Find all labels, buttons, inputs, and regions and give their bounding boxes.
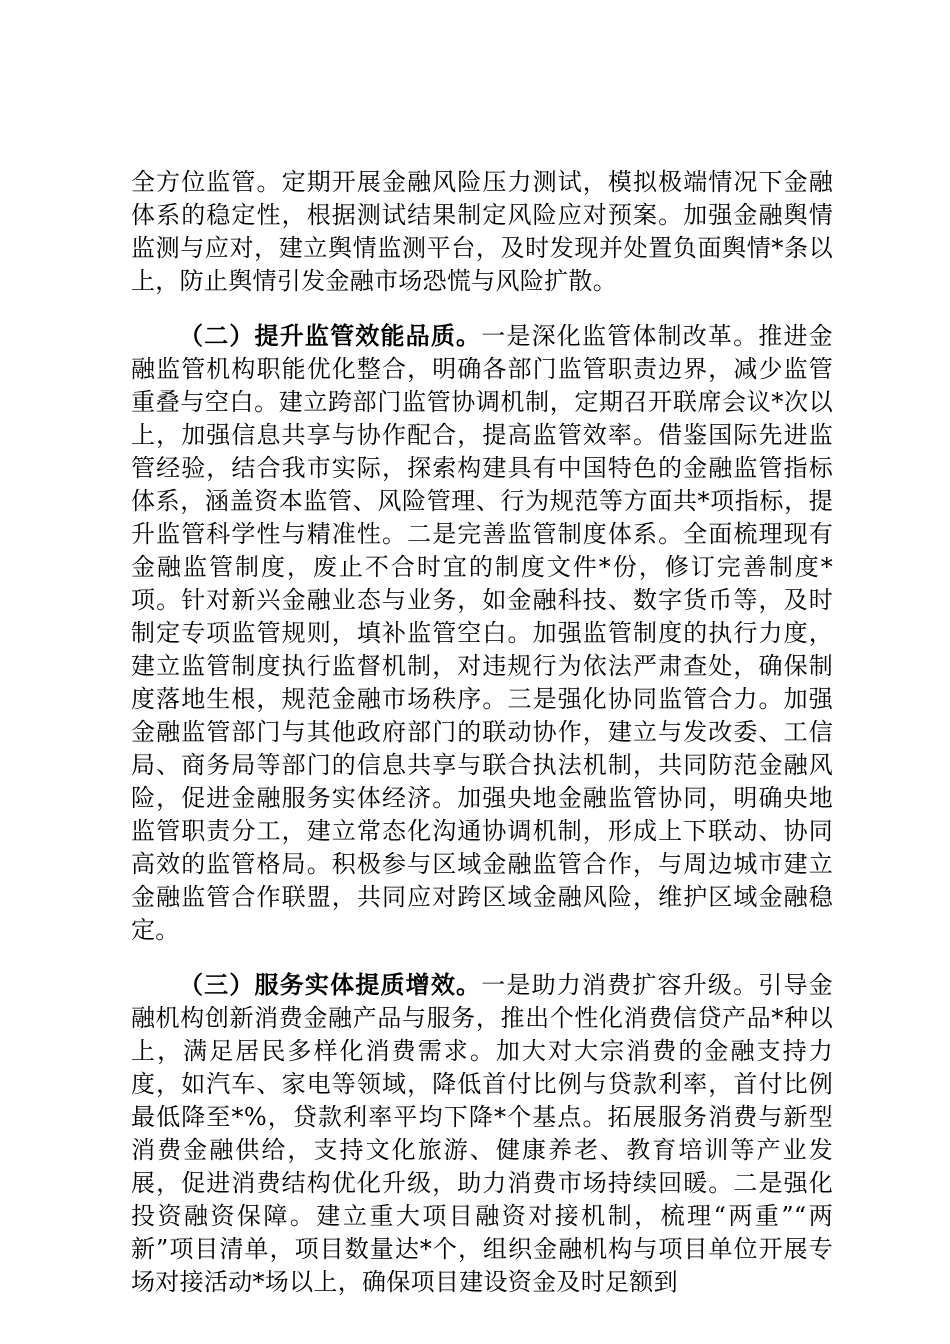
paragraph-text: 一是助力消费扩容升级。引导金融机构创新消费金融产品与服务，推出个性化消费信贷产品*种以上，满足居民多样化消费需求。加大对大宗消费的金融支持力度，如汽车、家电等领域，降低首付比例与贷款利率，首付比例最低降至*%，贷款利率平均下降*个基点。拓展服务消费与新型消费金融供给，支持文化旅游、健康养老、教育培训等产业发展，促进消费结构优化升级，助力消费市场持续回暖。二是强化投资融资保障。建立重大项目融资对接机制，梳理“两重”“两新”项目清单，项目数量达*个，组织金融机构与项目单位开展专场对接活动*场以上，确保项目建设资金及时足额到 — [131, 971, 833, 1296]
paragraph-text: 全方位监管。定期开展金融风险压力测试，模拟极端情况下金融体系的稳定性，根据测试结果制定风险应对预案。加强金融舆情监测与应对，建立舆情监测平台，及时发现并处置负面舆情*条以上，防止舆情引发金融市场恐慌与风险扩散。 — [131, 168, 833, 295]
document-body — [131, 166, 833, 1321]
paragraph-supervision-efficiency — [131, 320, 833, 947]
paragraph-text: 一是深化监管体制改革。推进金融监管机构职能优化整合，明确各部门监管职责边界，减少监管重叠与空白。建立跨部门监管协调机制，定期召开联席会议*次以上，加强信息共享与协作配合，提高监管效率。借鉴国际先进监管经验，结合我市实际，探索构建具有中国特色的金融监管指标体系，涵盖资本监管、风险管理、行为规范等方面共*项指标，提升监管科学性与精准性。二是完善监管制度体系。全面梳理现有金融监管制度，废止不合时宜的制度文件*份，修订完善制度*项。针对新兴金融业态与业务，如金融科技、数字货币等，及时制定专项监管规则，填补监管空白。加强监管制度的执行力度，建立监管制度执行监督机制，对违规行为依法严肃查处，确保制度落地生根，规范金融市场秩序。三是强化协同监管合力。加强金融监管部门与其他政府部门的联动协作，建立与发改委、工信局、商务局等部门的信息共享与联合执法机制，共同防范金融风险，促进金融服务实体经济。加强央地金融监管协同，明确央地监管职责分工，建立常态化沟通协调机制，形成上下联动、协同高效的监管格局。积极参与区域金融监管合作，与周边城市建立金融监管合作联盟，共同应对跨区域金融风险，维护区域金融稳定。 — [131, 322, 833, 944]
section-heading: （三）服务实体提质增效。 — [179, 971, 482, 999]
section-heading: （二）提升监管效能品质。 — [179, 322, 482, 350]
paragraph-continuation — [131, 166, 833, 298]
paragraph-serve-real-economy — [131, 969, 833, 1299]
